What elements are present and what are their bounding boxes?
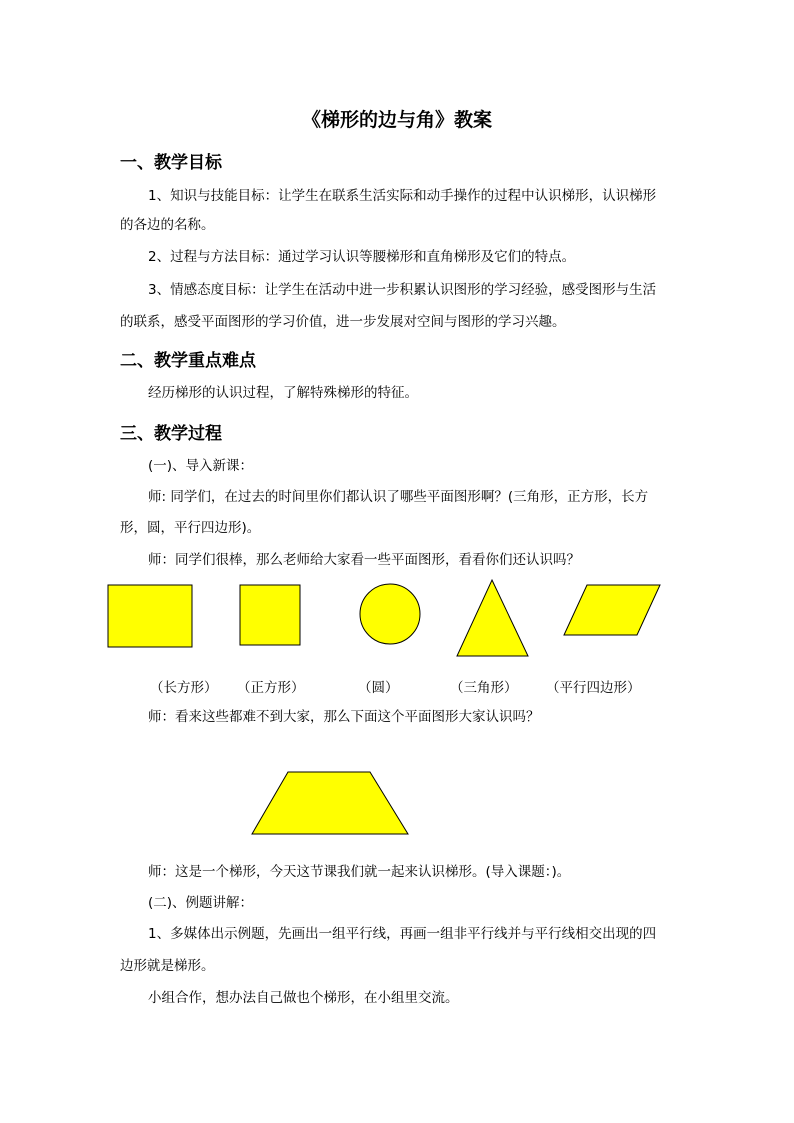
paragraph: 的联系，感受平面图形的学习价值，进一步发展对空间与图形的学习兴趣。 (120, 314, 566, 330)
trapezoid-figure (248, 768, 414, 838)
paragraph: 师: 同学们，在过去的时间里你们都认识了哪些平面图形啊？(三角形，正方形，长方 (148, 489, 649, 505)
shape-label-rectangle: （长方形） (150, 680, 218, 696)
triangle-shape (457, 580, 528, 656)
paragraph: 边形就是梯形。 (120, 958, 215, 974)
section-heading-key-points: 二、教学重点难点 (120, 351, 256, 371)
shape-label-square: （正方形） (237, 680, 305, 696)
paragraph: 的各边的名称。 (120, 217, 215, 233)
paragraph: (二)、例题讲解： (148, 895, 254, 911)
parallelogram-shape (564, 585, 660, 635)
shape-label-parallelogram: （平行四边形） (546, 680, 641, 696)
paragraph: 1、多媒体出示例题，先画出一组平行线，再画一组非平行线并与平行线相交出现的四 (148, 926, 657, 942)
document-title: 《梯形的边与角》教案 (301, 109, 492, 131)
rectangle-shape (108, 585, 192, 647)
paragraph: 小组合作，想办法自己做也个梯形，在小组里交流。 (148, 990, 459, 1006)
trapezoid-shape (252, 772, 408, 834)
section-heading-objectives: 一、教学目标 (120, 153, 222, 173)
paragraph: (一)、导入新课： (148, 458, 254, 474)
paragraph: 经历梯形的认识过程，了解特殊梯形的特征。 (148, 385, 418, 401)
circle-shape (360, 584, 420, 644)
paragraph: 2、过程与方法目标：通过学习认识等腰梯形和直角梯形及它们的特点。 (148, 249, 576, 265)
paragraph: 师：同学们很棒，那么老师给大家看一些平面图形，看看你们还认识吗？ (148, 552, 580, 568)
paragraph: 形，圆，平行四边形)。 (120, 520, 261, 536)
shape-label-triangle: （三角形） (450, 680, 518, 696)
paragraph: 3、情感态度目标：让学生在活动中进一步积累认识图形的学习经验，感受图形与生活 (148, 282, 657, 298)
paragraph: 师：这是一个梯形，今天这节课我们就一起来认识梯形。(导入课题：)。 (148, 864, 571, 880)
square-shape (240, 585, 300, 645)
paragraph: 1、知识与技能目标：让学生在联系生活实际和动手操作的过程中认识梯形，认识梯形 (148, 188, 657, 204)
shape-label-circle: （圆） (358, 680, 399, 696)
shapes-row (100, 578, 680, 668)
section-heading-process: 三、教学过程 (120, 424, 222, 444)
paragraph: 师：看来这些都难不到大家，那么下面这个平面图形大家认识吗？ (148, 709, 540, 725)
